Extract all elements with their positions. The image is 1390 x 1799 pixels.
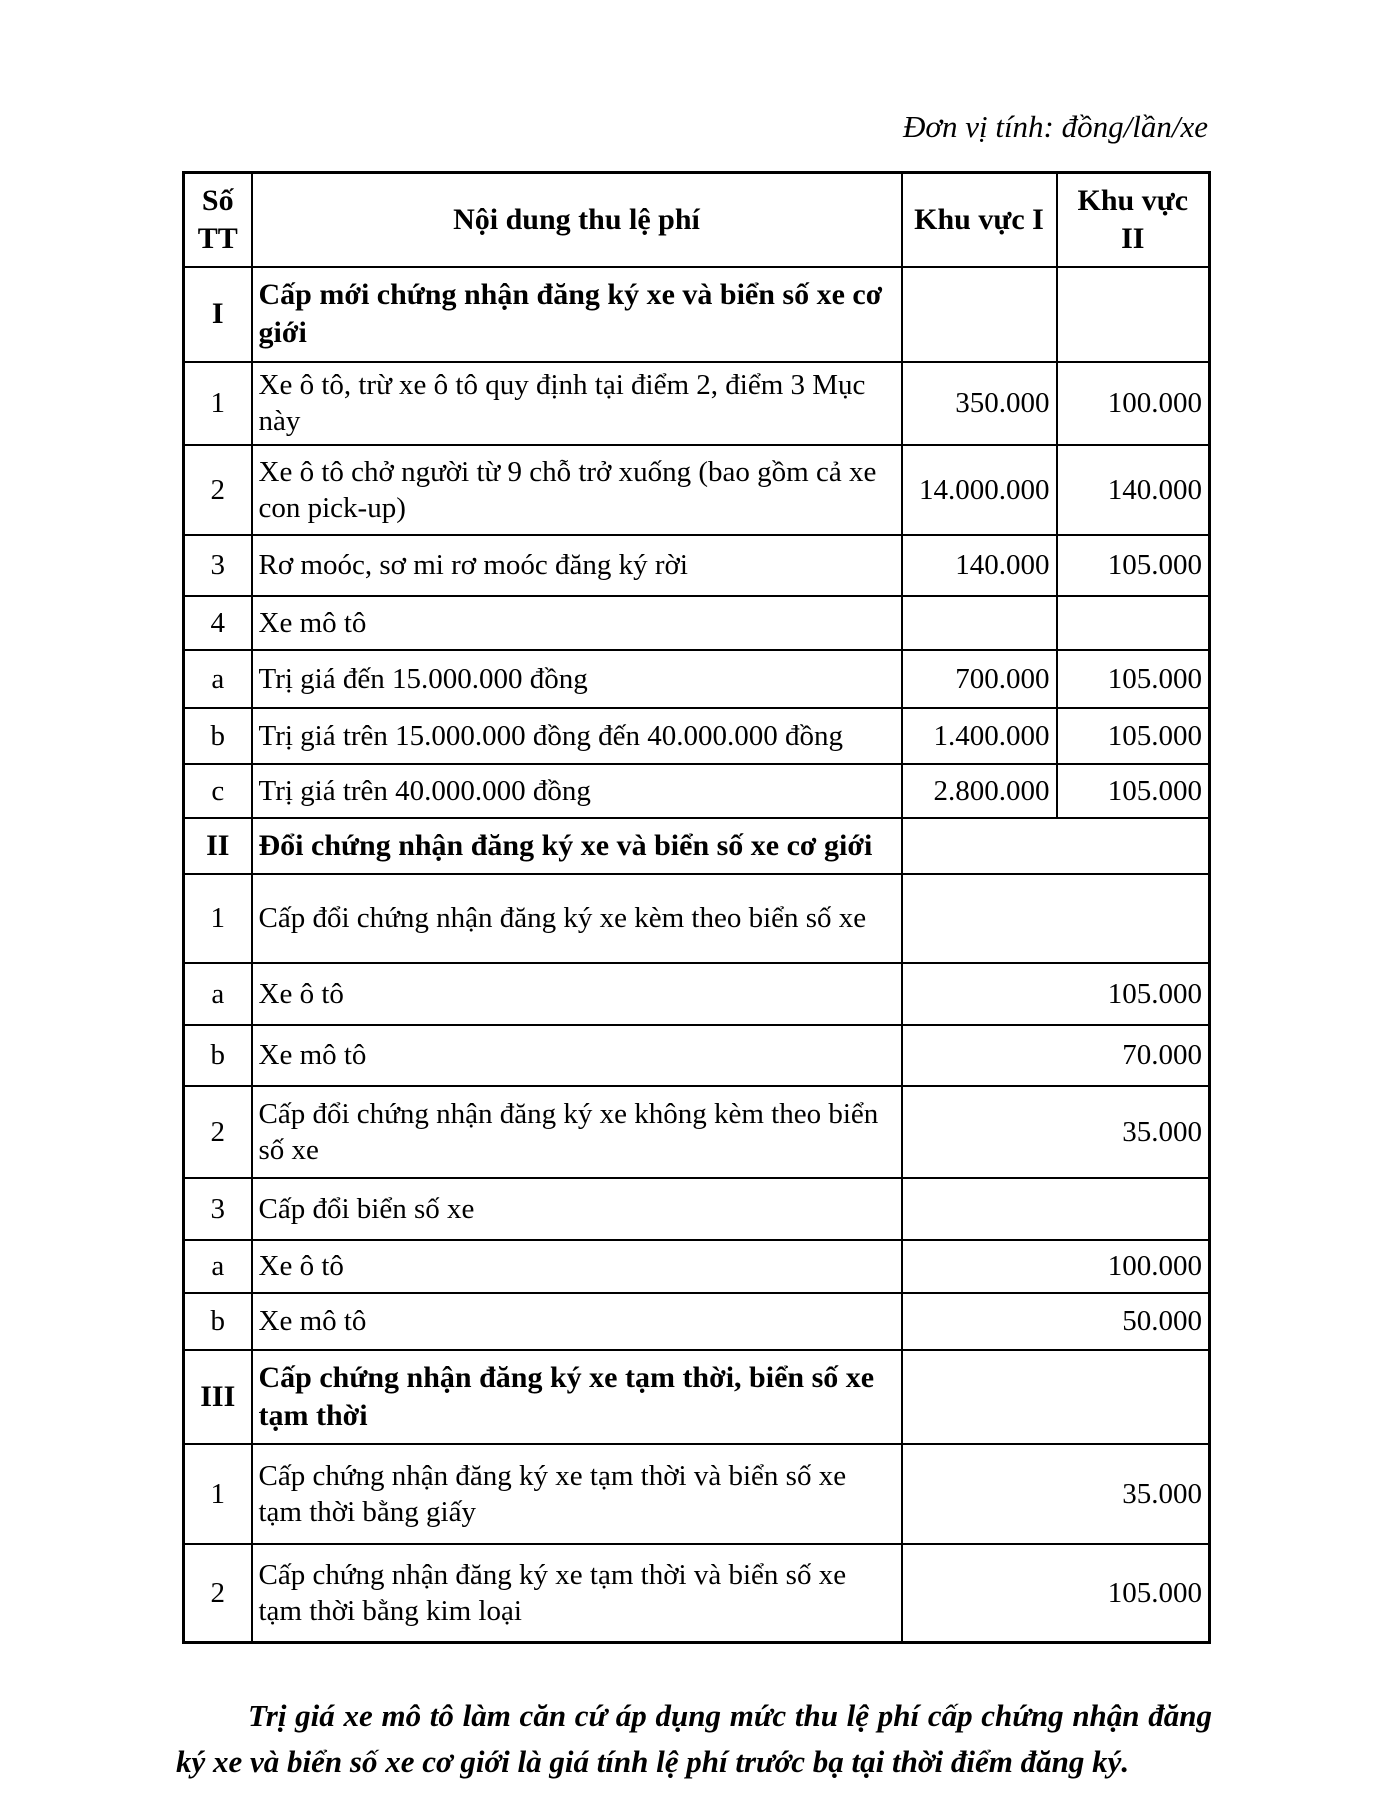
table-row — [184, 362, 1210, 445]
table-row — [184, 963, 1210, 1025]
row-content-cell: Cấp đổi biển số xe — [252, 1178, 902, 1240]
merged-value-cell: 100.000 — [902, 1240, 1210, 1293]
zone2-value-cell: 140.000 — [1057, 445, 1210, 535]
row-content-cell: Xe mô tô — [252, 1025, 902, 1086]
table-row — [184, 650, 1210, 708]
fee-table — [182, 171, 1211, 1644]
row-content-cell: Xe ô tô — [252, 963, 902, 1025]
row-content-cell: Xe mô tô — [252, 1293, 902, 1350]
row-content-cell: Cấp mới chứng nhận đăng ký xe và biển số xe cơ giới — [252, 267, 902, 362]
row-number-cell: 4 — [184, 596, 252, 650]
table-row — [184, 1086, 1210, 1178]
merged-value-cell: 70.000 — [902, 1025, 1210, 1086]
row-number-cell: a — [184, 650, 252, 708]
table-row — [184, 1240, 1210, 1293]
table-row — [184, 708, 1210, 764]
row-content-cell: Xe ô tô, trừ xe ô tô quy định tại điểm 2, điểm 3 Mục này — [252, 362, 902, 445]
header-cell-zone2: Khu vực II — [1057, 173, 1210, 267]
row-content-cell: Cấp chứng nhận đăng ký xe tạm thời và biển số xe tạm thời bằng giấy — [252, 1444, 902, 1544]
table-row — [184, 535, 1210, 596]
zone2-value-cell — [1057, 596, 1210, 650]
table-row — [184, 818, 1210, 874]
table-row — [184, 1293, 1210, 1350]
zone1-value-cell: 14.000.000 — [902, 445, 1057, 535]
row-number-cell: 1 — [184, 874, 252, 963]
row-content-cell: Trị giá trên 40.000.000 đồng — [252, 764, 902, 818]
row-content-cell: Cấp đổi chứng nhận đăng ký xe không kèm theo biển số xe — [252, 1086, 902, 1178]
merged-value-cell — [902, 818, 1210, 874]
row-content-cell: Cấp đổi chứng nhận đăng ký xe kèm theo biển số xe — [252, 874, 902, 963]
zone2-value-cell: 105.000 — [1057, 764, 1210, 818]
zone1-value-cell: 2.800.000 — [902, 764, 1057, 818]
table-row — [184, 1350, 1210, 1444]
merged-value-cell: 105.000 — [902, 1544, 1210, 1643]
row-content-cell: Xe mô tô — [252, 596, 902, 650]
row-number-cell: 3 — [184, 535, 252, 596]
zone2-value-cell — [1057, 267, 1210, 362]
zone1-value-cell: 350.000 — [902, 362, 1057, 445]
header-cell-stt: Số TT — [184, 173, 252, 267]
row-number-cell: I — [184, 267, 252, 362]
merged-value-cell — [902, 874, 1210, 963]
zone2-value-cell: 105.000 — [1057, 708, 1210, 764]
table-row — [184, 1544, 1210, 1643]
table-row — [184, 874, 1210, 963]
merged-value-cell: 50.000 — [902, 1293, 1210, 1350]
footer-note: Trị giá xe mô tô làm căn cứ áp dụng mức thu lệ phí cấp chứng nhận đăng ký xe và biển số xe cơ giới là giá tính lệ phí trước bạ tại thời điểm đăng ký. — [176, 1698, 1212, 1779]
row-content-cell: Cấp chứng nhận đăng ký xe tạm thời và biển số xe tạm thời bằng kim loại — [252, 1544, 902, 1643]
table-row — [184, 445, 1210, 535]
row-number-cell: 3 — [184, 1178, 252, 1240]
row-number-cell: 2 — [184, 445, 252, 535]
row-number-cell: II — [184, 818, 252, 874]
row-number-cell: 2 — [184, 1544, 252, 1643]
table-row — [184, 1178, 1210, 1240]
row-number-cell: b — [184, 1025, 252, 1086]
row-number-cell: b — [184, 1293, 252, 1350]
row-content-cell: Đổi chứng nhận đăng ký xe và biển số xe cơ giới — [252, 818, 902, 874]
row-content-cell: Trị giá trên 15.000.000 đồng đến 40.000.000 đồng — [252, 708, 902, 764]
zone1-value-cell: 140.000 — [902, 535, 1057, 596]
row-number-cell: 1 — [184, 1444, 252, 1544]
row-content-cell: Trị giá đến 15.000.000 đồng — [252, 650, 902, 708]
merged-value-cell — [902, 1178, 1210, 1240]
zone2-value-cell: 105.000 — [1057, 650, 1210, 708]
zone2-value-cell: 105.000 — [1057, 535, 1210, 596]
row-number-cell: III — [184, 1350, 252, 1444]
row-content-cell: Xe ô tô — [252, 1240, 902, 1293]
row-content-cell: Cấp chứng nhận đăng ký xe tạm thời, biển số xe tạm thời — [252, 1350, 902, 1444]
table-header-row — [184, 173, 1210, 267]
row-number-cell: b — [184, 708, 252, 764]
zone1-value-cell — [902, 267, 1057, 362]
row-number-cell: 1 — [184, 362, 252, 445]
merged-value-cell: 105.000 — [902, 963, 1210, 1025]
zone1-value-cell — [902, 596, 1057, 650]
table-row — [184, 596, 1210, 650]
row-number-cell: a — [184, 1240, 252, 1293]
row-number-cell: c — [184, 764, 252, 818]
unit-note: Đơn vị tính: đồng/lần/xe — [903, 109, 1208, 144]
row-content-cell: Xe ô tô chở người từ 9 chỗ trở xuống (bao gồm cả xe con pick-up) — [252, 445, 902, 535]
merged-value-cell: 35.000 — [902, 1086, 1210, 1178]
table-row — [184, 764, 1210, 818]
merged-value-cell — [902, 1350, 1210, 1444]
zone1-value-cell: 1.400.000 — [902, 708, 1057, 764]
table-row — [184, 267, 1210, 362]
header-cell-zone1: Khu vực I — [902, 173, 1057, 267]
merged-value-cell: 35.000 — [902, 1444, 1210, 1544]
table-row — [184, 1025, 1210, 1086]
row-number-cell: 2 — [184, 1086, 252, 1178]
zone1-value-cell: 700.000 — [902, 650, 1057, 708]
row-content-cell: Rơ moóc, sơ mi rơ moóc đăng ký rời — [252, 535, 902, 596]
table-row — [184, 1444, 1210, 1544]
header-cell-content: Nội dung thu lệ phí — [252, 173, 902, 267]
zone2-value-cell: 100.000 — [1057, 362, 1210, 445]
row-number-cell: a — [184, 963, 252, 1025]
